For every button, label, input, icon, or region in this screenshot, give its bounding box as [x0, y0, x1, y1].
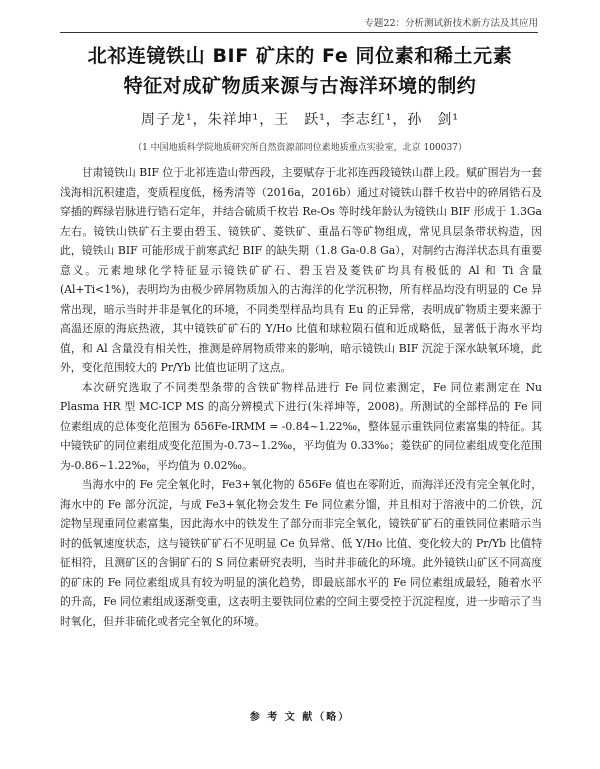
- affiliation: （1 中国地质科学院地质研究所自然资源部同位素地质重点实验室，北京 100037）: [133, 143, 467, 153]
- running-title: 专题22：分析测试新技术新方法及其应用: [364, 18, 538, 29]
- paper-title-line-1: 北祁连镜铁山 BIF 矿床的 Fe 同位素和稀土元素: [87, 45, 513, 67]
- running-header: [60, 12, 538, 33]
- paragraph-3: 当海水中的 Fe 完全氧化时，Fe3+氧化物的 δ56Fe 值也在零附近，而海洋还没有完全氧化时，海水中的 Fe 部分沉淀，与成 Fe3+氧化物会发生 Fe 同位素分馏，并且相对于溶液中的二价铁，沉淀物呈现重同位素富集，因此海水中的铁发生了部分而非完全氧化，镜铁矿矿石的重铁同位素暗示当时的低氧速度状态，这与镜铁矿矿石不见明显 Ce 负异常、低 Y/Ho 比值、变化较大的 Pr/Yb 比值特征相符，且测矿区的含铜矿石的 S 同位素研究表明，当时并非硫化的环境。此外镜铁山矿区不同高度的矿床的 Fe 同位素组成具有较为明显的演化趋势，即最底部水平的 Fe 同位素组成最轻，随着水平的升高，Fe 同位素组成逐渐变重，这表明主要铁同位素的空间主要受控于沉淀程度，进一步暗示了当时氧化，但并非硫化或者完全氧化的环境。: [60, 478, 542, 628]
- abstract-body: [60, 163, 542, 631]
- references-heading: 参 考 文 献（略）: [249, 712, 351, 723]
- author-list: 周子龙¹，朱祥坤¹，王 跃¹，李志红¹，孙 剑¹: [140, 112, 460, 128]
- paper-title-line-2: 特征对成矿物质来源与古海洋环境的制约: [123, 75, 477, 97]
- paragraph-1: 甘肃镜铁山 BIF 位于北祁连造山带西段，主要赋存于北祁连西段镜铁山群上段。赋矿围岩为一套浅海相沉积建造，变质程度低，杨秀清等（2016a，2016b）通过对镜铁山群千枚岩中的碎屑锆石及穿插的辉绿岩脉进行锆石定年，并结合硫质千枚岩 Re-Os 等时线年龄认为镜铁山 BIF 形成于 1.3Ga 左右。镜铁山铁矿石主要由碧玉、镜铁矿、菱铁矿、重晶石等矿物组成，常见具层条带状构造，因此，镜铁山 BIF 可能形成于前寒武纪 BIF 的缺失期（1.8 Ga-0.8 Ga），对制约古海洋状态具有重要意义。元素地球化学特征显示镜铁矿矿石、碧玉岩及菱铁矿均具有极低的 Al 和 Ti 含量(Al+Ti<1%)，表明均为由极少碎屑物质加入的古海洋的化学沉积物，所有样品均没有明显的 Ce 异常出现，暗示当时并非是氧化的环境，不同类型样品均具有 Eu 的正异常，表明成矿物质主要来源于高温还原的海底热液，其中镜铁矿矿石的 Y/Ho 比值和球粒陨石值和近成略低，显著低于海水平均值，和 Al 含量没有相关性，推测是碎屑物质带来的影响，暗示镜铁山 BIF 沉淀于深水缺氧环境，此外，变化范围较大的 Pr/Yb 比值也证明了这点。: [60, 166, 542, 374]
- paragraph-2: 本次研究选取了不同类型条带的含铁矿物样品进行 Fe 同位素测定，Fe 同位素测定在 Nu Plasma HR 型 MC-ICP MS 的高分辨模式下进行(朱祥坤等，2008)。所测试的全部样品的 Fe 同位素组成的总体变化范围为 δ56Fe-IRMM = -0.84~1.22‰，整体显示重铁同位素富集的特征。其中镜铁矿的同位素组成变化范围为-0.73~1.2‰，平均值为 0.33‰；菱铁矿的同位素组成变化范围为-0.86~1.22‰，平均值为 0.02‰。: [60, 380, 542, 472]
